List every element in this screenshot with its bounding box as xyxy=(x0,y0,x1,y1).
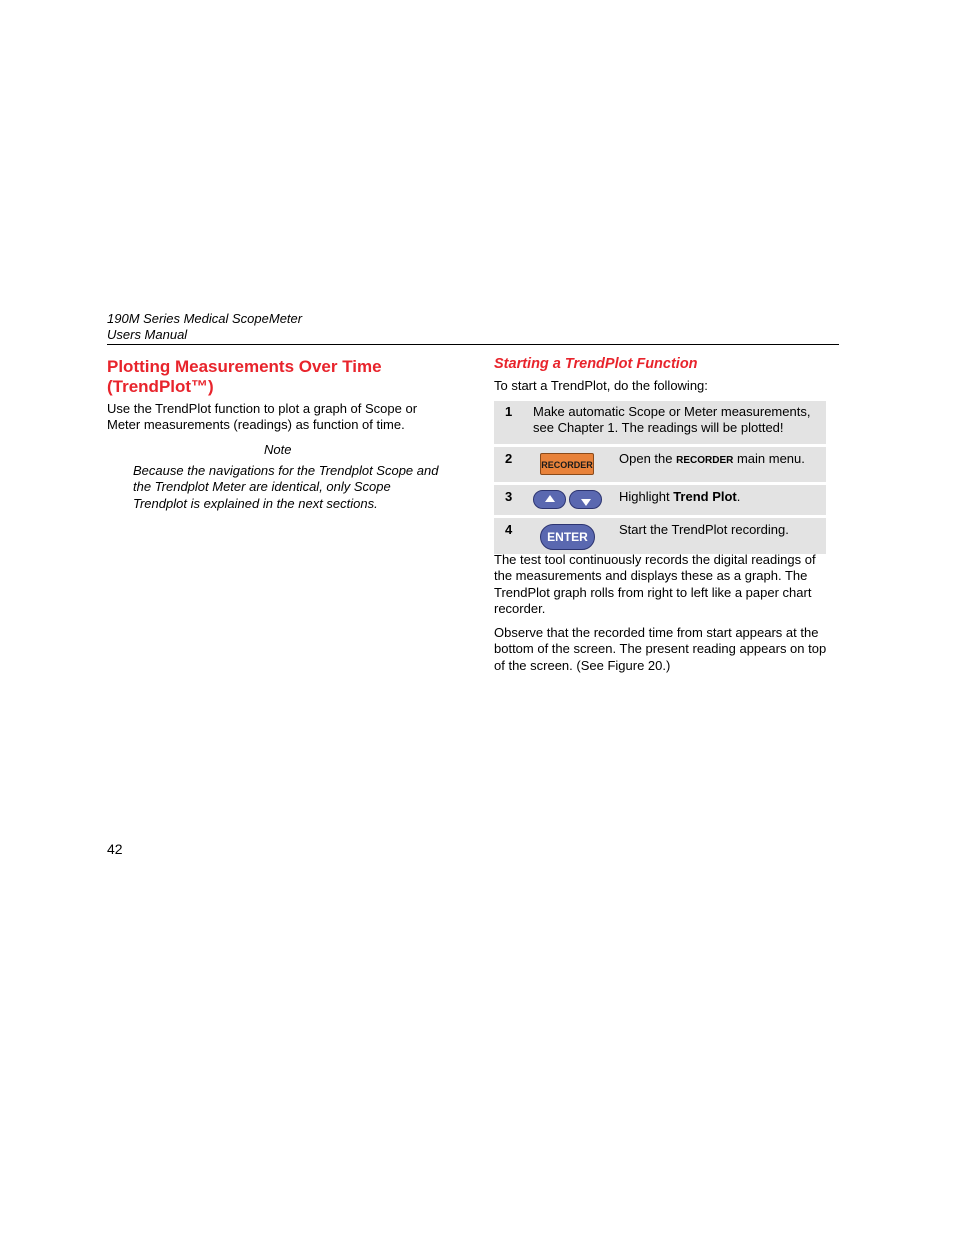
step-text: Highlight Trend Plot. xyxy=(619,489,741,504)
step-text: Open the RECORDER main menu. xyxy=(619,451,805,466)
note-label: Note xyxy=(264,442,292,457)
section-title-line1: Plotting Measurements Over Time xyxy=(107,357,382,376)
step-number: 3 xyxy=(505,489,513,504)
step-row-3 xyxy=(494,485,826,516)
note-text: Because the navigations for the Trendplot Scope and the Trendplot Meter are identical, only Scope Trendplot is explained in the next sections. xyxy=(133,463,439,511)
down-arrow-button[interactable] xyxy=(569,490,602,509)
page-number: 42 xyxy=(107,841,123,857)
up-arrow-icon xyxy=(544,494,556,503)
step-number: 2 xyxy=(505,451,513,466)
intro-paragraph: Use the TrendPlot function to plot a graph of Scope or Meter measurements (readings) as function of time. xyxy=(107,401,418,433)
enter-button[interactable]: ENTER xyxy=(540,524,595,550)
up-arrow-button[interactable] xyxy=(533,490,566,509)
down-arrow-icon xyxy=(580,498,592,507)
recorder-button[interactable]: RECORDER xyxy=(540,453,594,475)
step-number: 4 xyxy=(505,522,513,537)
recorder-key-label: RECORDER xyxy=(676,455,734,466)
step-number: 1 xyxy=(505,404,513,419)
running-header-title: 190M Series Medical ScopeMeter xyxy=(107,311,303,326)
steps-table xyxy=(494,401,826,557)
step-text: Make automatic Scope or Meter measurements, see Chapter 1. The readings will be plotted! xyxy=(533,404,811,436)
step-row-1 xyxy=(494,401,826,445)
lead-text: To start a TrendPlot, do the following: xyxy=(494,378,708,393)
running-header-subtitle: Users Manual xyxy=(107,327,188,342)
section-title xyxy=(107,357,447,397)
trend-plot-label: Trend Plot xyxy=(673,489,737,504)
subsection-title: Starting a TrendPlot Function xyxy=(494,356,698,372)
section-title-line2: (TrendPlot™) xyxy=(107,377,214,396)
step-row-4 xyxy=(494,518,826,555)
step-text: Start the TrendPlot recording. xyxy=(619,522,789,537)
description-paragraph-2: Observe that the recorded time from start appears at the bottom of the screen. The present reading appears on top of the screen. (See Figure 20.) xyxy=(494,625,827,673)
description-paragraph-1: The test tool continuously records the digital readings of the measurements and displays these as a graph. The TrendPlot graph rolls from right to left like a paper chart recorder. xyxy=(494,552,816,616)
step-row-2 xyxy=(494,447,826,483)
header-rule xyxy=(107,344,839,345)
